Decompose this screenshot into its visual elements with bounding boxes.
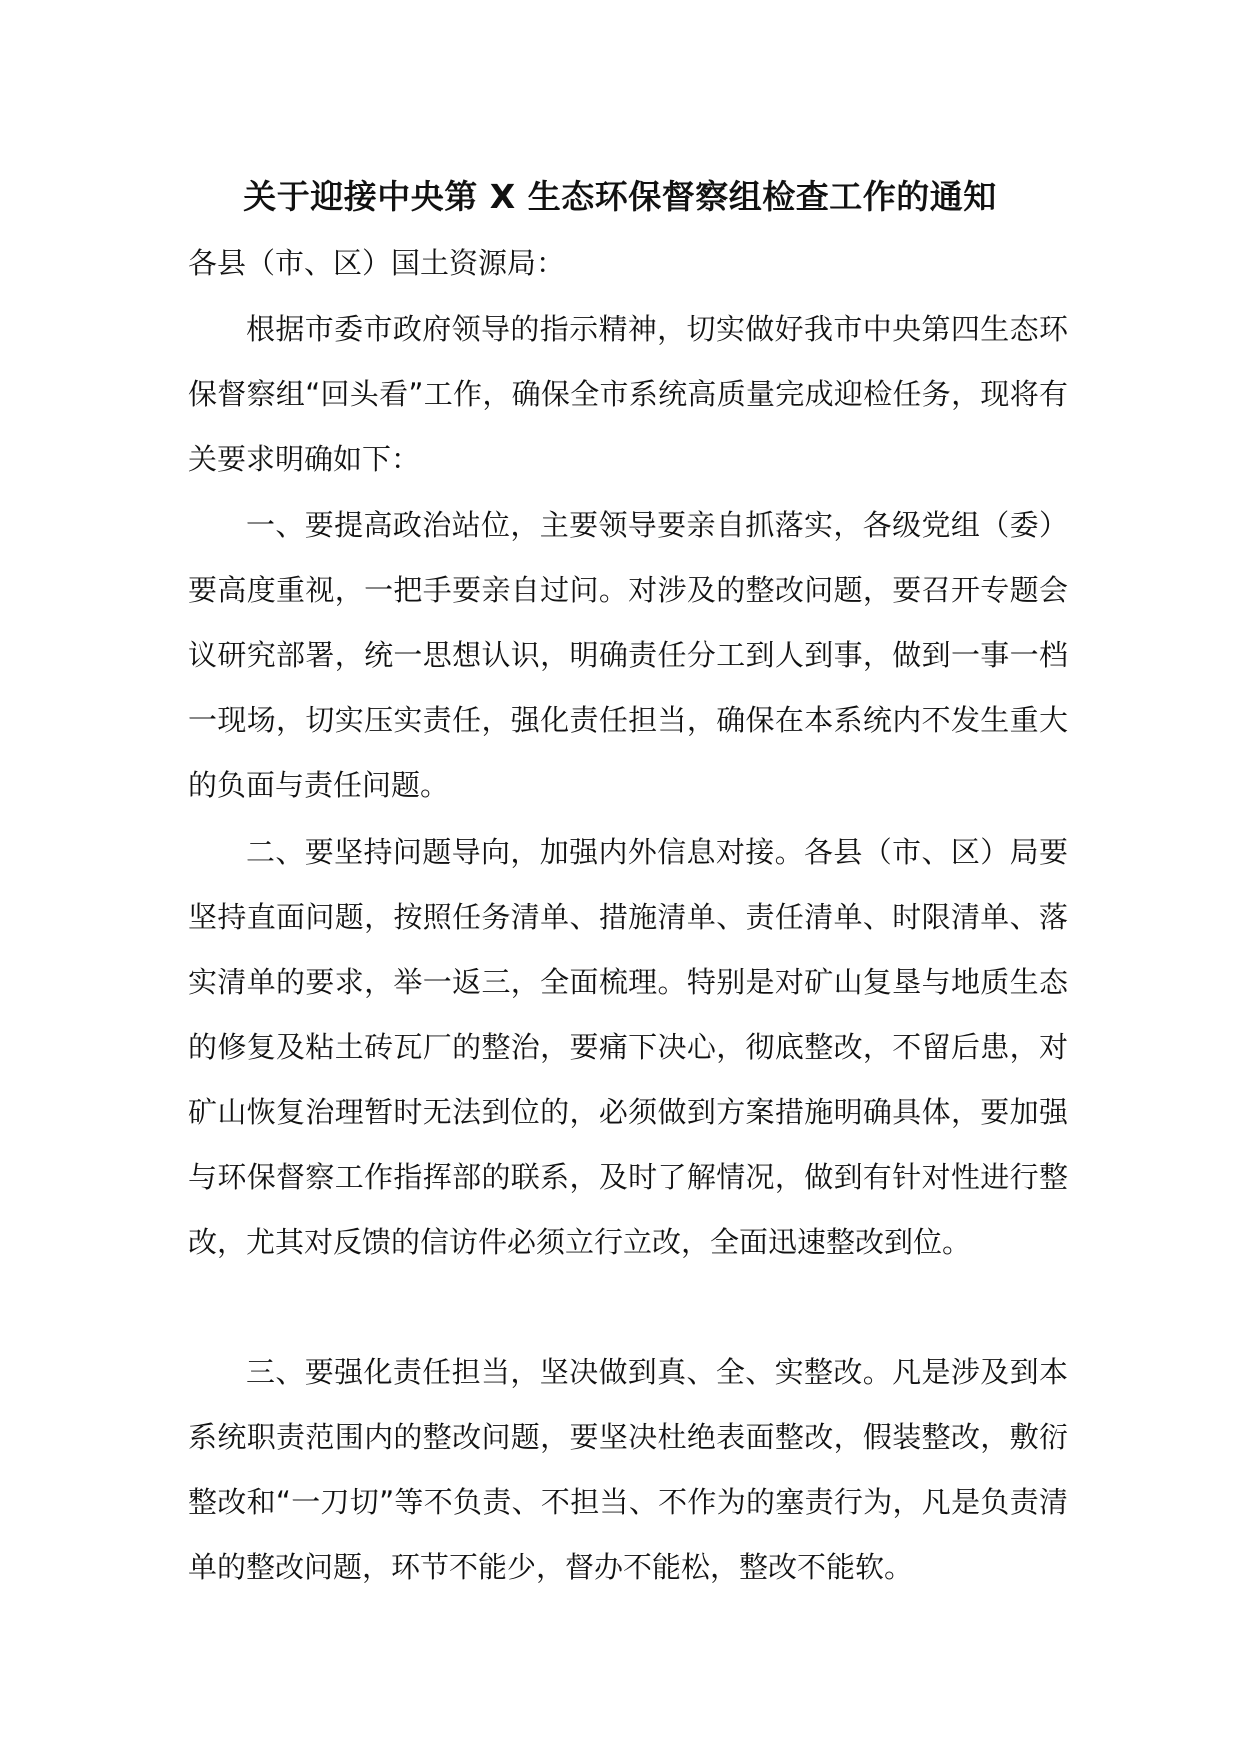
paragraph-intro: 根据市委市政府领导的指示精神，切实做好我市中央第四生态环保督察组“回头看”工作，确保全市系统高质量完成迎检任务，现将有关要求明确如下：	[188, 312, 1068, 476]
salutation: 各县（市、区）国土资源局：	[188, 246, 566, 280]
paragraph-point-one: 一、要提高政治站位，主要领导要亲自抓落实，各级党组（委）要高度重视，一把手要亲自过问。对涉及的整改问题，要召开专题会议研究部署，统一思想认识，明确责任分工到人到事，做到一事一档一现场，切实压实责任，强化责任担当，确保在本系统内不发生重大的负面与责任问题。	[188, 508, 1068, 802]
paragraph-point-two: 二、要坚持问题导向，加强内外信息对接。各县（市、区）局要坚持直面问题，按照任务清单、措施清单、责任清单、时限清单、落实清单的要求，举一返三，全面梳理。特别是对矿山复垦与地质生态的修复及粘土砖瓦厂的整治，要痛下决心，彻底整改，不留后患，对矿山恢复治理暂时无法到位的，必须做到方案措施明确具体，要加强与环保督察工作指挥部的联系，及时了解情况，做到有针对性进行整改，尤其对反馈的信访件必须立行立改，全面迅速整改到位。	[188, 835, 1068, 1259]
document-title: 关于迎接中央第 X 生态环保督察组检查工作的通知	[243, 177, 997, 216]
paragraph-point-three: 三、要强化责任担当，坚决做到真、全、实整改。凡是涉及到本系统职责范围内的整改问题，要坚决杜绝表面整改，假装整改，敷衍整改和“一刀切”等不负责、不担当、不作为的塞责行为，凡是负责清单的整改问题，环节不能少，督办不能松，整改不能软。	[188, 1355, 1068, 1584]
